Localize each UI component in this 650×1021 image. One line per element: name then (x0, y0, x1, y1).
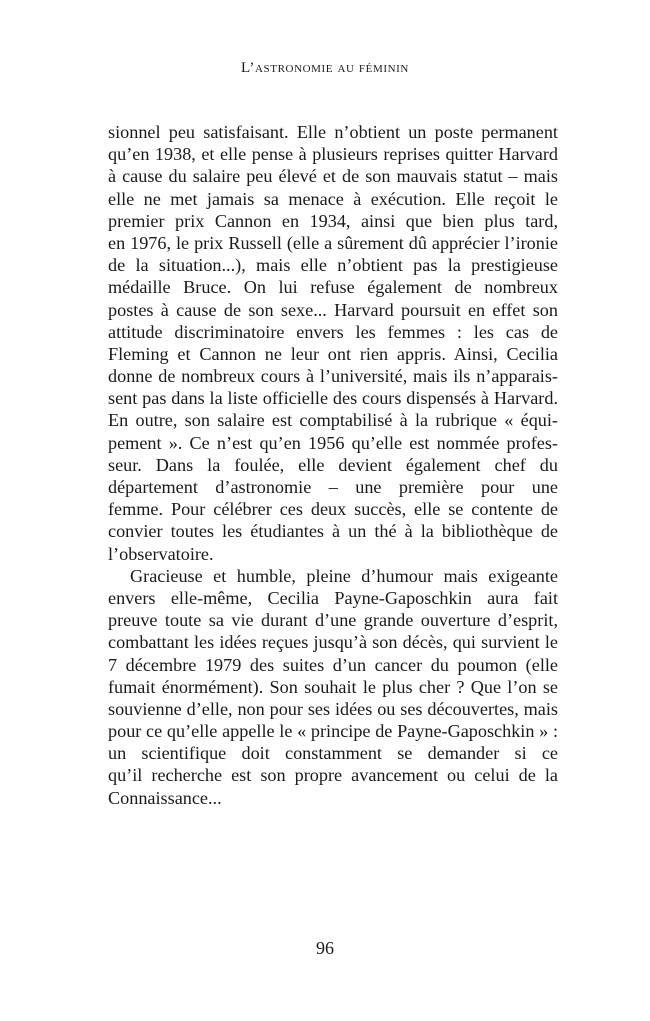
body-text (108, 121, 558, 809)
text-line: qu’il recherche est son propre avancement ou celui de la (108, 765, 558, 786)
text-line: En outre, son salaire est comptabilisé à la rubrique « équi- (108, 410, 558, 431)
text-line: en 1976, le prix Russell (elle a sûrement dû apprécier l’ironie (108, 232, 558, 253)
text-line: pement ». Ce n’est qu’en 1956 qu’elle est nommée profes- (108, 432, 558, 453)
text-line: femme. Pour célébrer ces deux succès, elle se contente de (108, 499, 558, 520)
text-line: souvienne d’elle, non pour ses idées ou ses découvertes, mais (108, 698, 558, 719)
text-line: département d’astronomie – une première pour une (108, 477, 558, 497)
paragraph-2 (108, 565, 558, 809)
text-line: Fleming et Cannon ne leur ont rien appris. Ainsi, Cecilia (108, 343, 558, 364)
text-line: elle ne met jamais sa menace à exécution. Elle reçoit le (108, 188, 558, 209)
text-line: pour ce qu’elle appelle le « principe de Payne-Gaposchkin » : (108, 721, 558, 742)
text-line: 7 décembre 1979 des suites d’un cancer du poumon (elle (108, 654, 558, 675)
text-line: convier toutes les étudiantes à un thé à la bibliothèque de (108, 521, 558, 542)
text-line: médaille Bruce. On lui refuse également de nombreux (108, 277, 558, 298)
text-line: seur. Dans la foulée, elle devient également chef du (108, 454, 558, 475)
text-line: preuve toute sa vie durant d’une grande ouverture d’esprit, (108, 610, 558, 631)
text-line: donne de nombreux cours à l’université, mais ils n’apparais- (108, 366, 558, 387)
running-header: L’astronomie au féminin (241, 60, 409, 76)
text-line: fumait énormément). Son souhait le plus cher ? Que l’on se (108, 676, 558, 697)
text-line: à cause du salaire peu élevé et de son mauvais statut – mais (108, 166, 558, 187)
text-line: envers elle-même, Cecilia Payne-Gaposchkin aura fait (108, 587, 558, 608)
text-line: de la situation...), mais elle n’obtient pas la prestigieuse (108, 255, 558, 276)
page-number: 96 (316, 938, 334, 958)
text-line: Connaissance... (108, 787, 222, 808)
text-line: sionnel peu satisfaisant. Elle n’obtient un poste permanent (108, 122, 558, 142)
text-line: premier prix Cannon en 1934, ainsi que bien plus tard, (108, 210, 558, 231)
paragraph-1 (108, 121, 558, 565)
text-line: un scientifique doit constamment se demander si ce (108, 743, 558, 764)
text-line: sent pas dans la liste officielle des cours dispensés à Harvard. (108, 388, 558, 409)
text-line: l’observatoire. (108, 543, 214, 564)
text-line: postes à cause de son sexe... Harvard poursuit en effet son (108, 299, 558, 320)
text-line: combattant les idées reçues jusqu’à son décès, qui survient le (108, 632, 558, 653)
text-line: Gracieuse et humble, pleine d’humour mais exigeante (130, 565, 558, 586)
text-line: attitude discriminatoire envers les femmes : les cas de (108, 321, 558, 342)
text-line: qu’en 1938, et elle pense à plusieurs reprises quitter Harvard (108, 144, 558, 165)
